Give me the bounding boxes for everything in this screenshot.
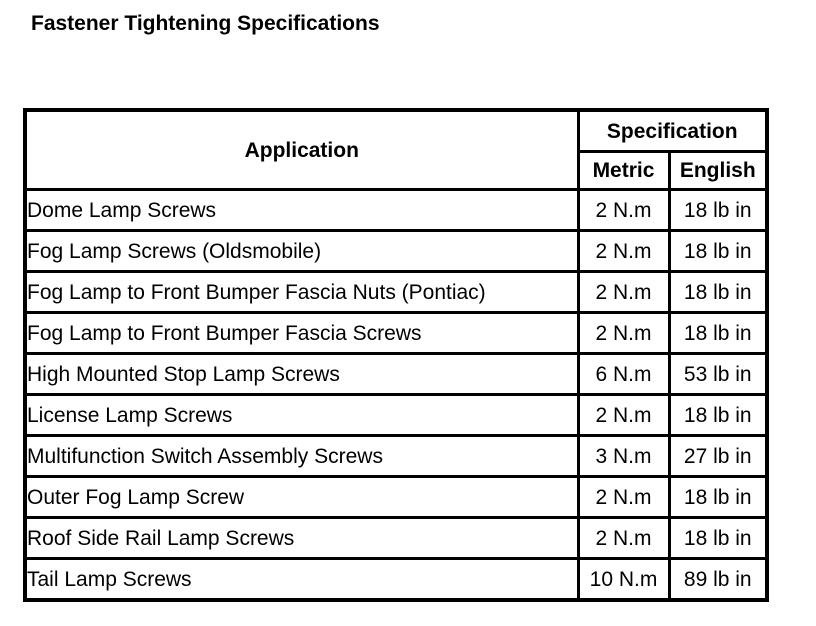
english-cell: 18 lb in [669,518,767,559]
page-title: Fastener Tightening Specifications [31,12,380,35]
english-cell: 18 lb in [669,395,767,436]
metric-cell: 2 N.m [578,272,669,313]
table-row [25,354,767,395]
metric-cell: 10 N.m [578,559,669,601]
specifications-table [23,108,769,602]
application-cell: Outer Fog Lamp Screw [25,477,578,518]
application-cell: High Mounted Stop Lamp Screws [25,354,578,395]
application-cell: Dome Lamp Screws [25,190,578,231]
application-cell: Multifunction Switch Assembly Screws [25,436,578,477]
english-cell: 18 lb in [669,313,767,354]
english-cell: 18 lb in [669,272,767,313]
english-cell: 27 lb in [669,436,767,477]
english-header: English [669,152,767,190]
table-row [25,559,767,601]
english-cell: 89 lb in [669,559,767,601]
metric-cell: 2 N.m [578,231,669,272]
english-cell: 53 lb in [669,354,767,395]
application-cell: Fog Lamp to Front Bumper Fascia Nuts (Pontiac) [25,272,578,313]
metric-cell: 2 N.m [578,395,669,436]
metric-cell: 3 N.m [578,436,669,477]
metric-cell: 2 N.m [578,190,669,231]
table-row [25,231,767,272]
english-cell: 18 lb in [669,190,767,231]
metric-cell: 2 N.m [578,313,669,354]
application-cell: License Lamp Screws [25,395,578,436]
metric-cell: 6 N.m [578,354,669,395]
application-cell: Roof Side Rail Lamp Screws [25,518,578,559]
metric-cell: 2 N.m [578,477,669,518]
application-cell: Fog Lamp Screws (Oldsmobile) [25,231,578,272]
application-cell: Tail Lamp Screws [25,559,578,601]
english-cell: 18 lb in [669,477,767,518]
application-cell: Fog Lamp to Front Bumper Fascia Screws [25,313,578,354]
table-row [25,436,767,477]
specification-header: Specification [578,110,767,152]
table-row [25,477,767,518]
application-header: Application [25,110,578,190]
table-row [25,313,767,354]
table-row [25,518,767,559]
metric-cell: 2 N.m [578,518,669,559]
metric-header: Metric [578,152,669,190]
table-row [25,190,767,231]
table-row [25,395,767,436]
english-cell: 18 lb in [669,231,767,272]
table-row [25,272,767,313]
header-row [25,110,767,152]
